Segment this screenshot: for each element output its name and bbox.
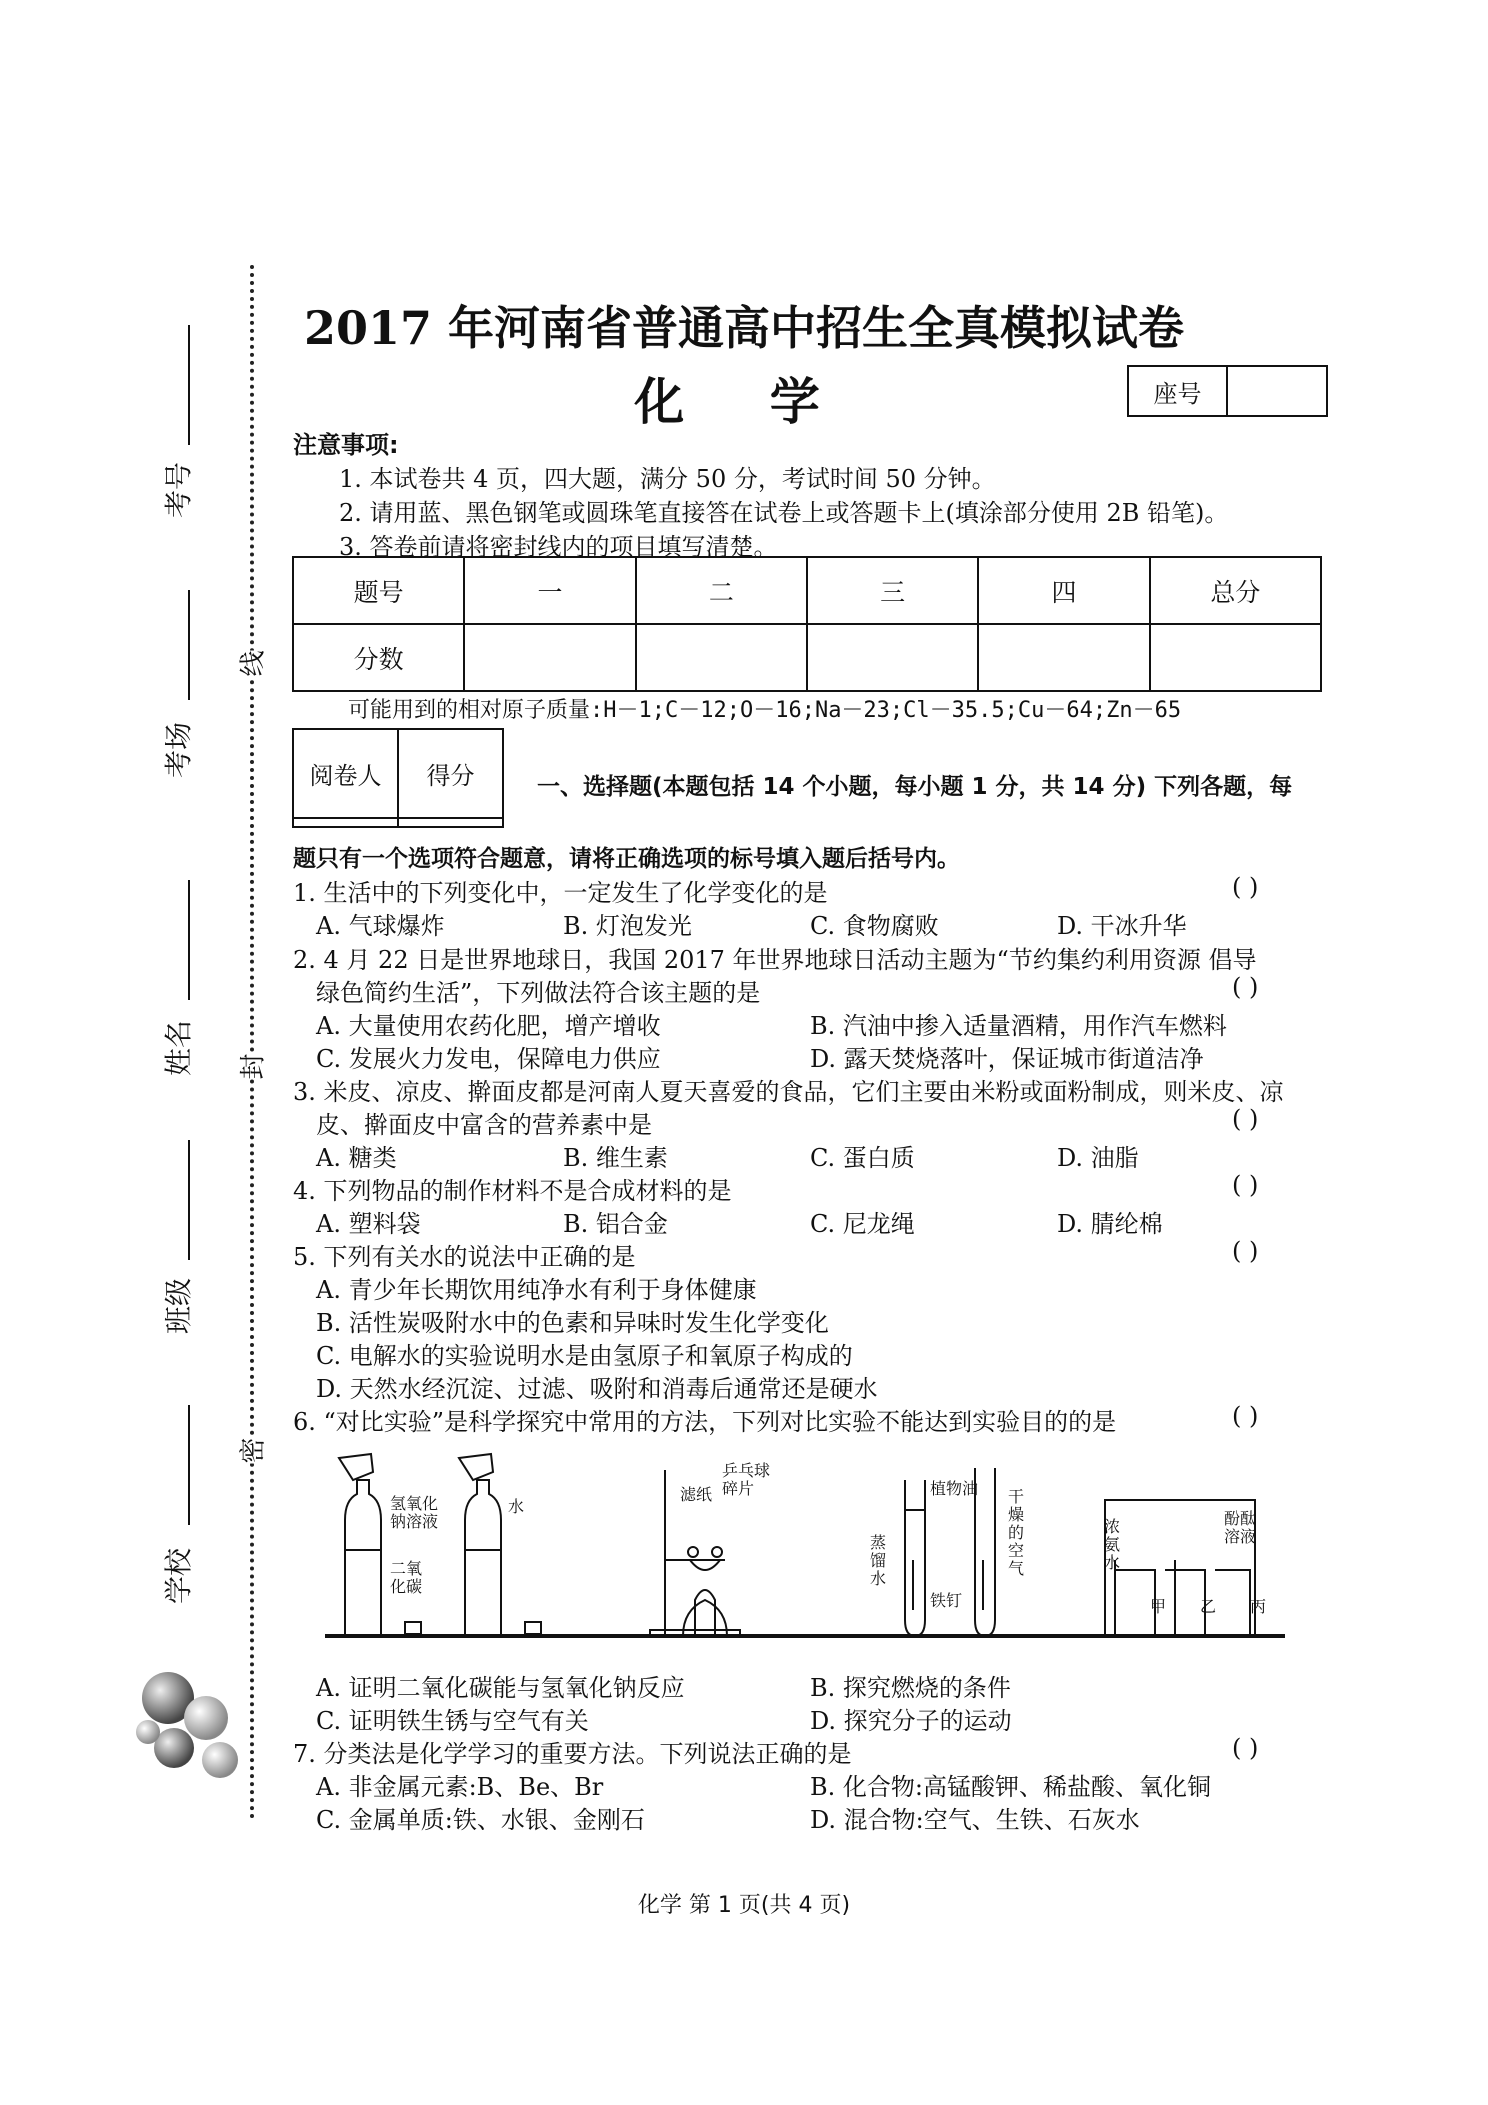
- subject-title: 化 学: [634, 372, 854, 431]
- reviewer-table: [292, 728, 504, 828]
- option: B. 汽油中掺入适量酒精，用作汽车燃料: [810, 1012, 1227, 1040]
- label-co2: 二氧 化碳: [390, 1559, 423, 1596]
- name-label: 姓名: [162, 1020, 195, 1077]
- school-label: 学校: [162, 1548, 195, 1605]
- score-table-header-row: [293, 557, 1321, 624]
- option: A. 证明二氧化碳能与氢氧化钠反应: [316, 1674, 685, 1702]
- option: A. 糖类: [316, 1144, 397, 1172]
- score-header-cell: 一: [464, 557, 635, 624]
- exam-room-line: [188, 590, 190, 700]
- label-veg-oil: 植物油: [930, 1479, 979, 1498]
- answer-paren[interactable]: ( ): [1232, 873, 1259, 901]
- label-jia: 甲: [1150, 1597, 1167, 1616]
- section-heading: 一、选择题(本题包括 14 个小题，每小题 1 分，共 14 分) 下列各题，每: [537, 774, 1293, 800]
- score-table-score-row: [293, 624, 1321, 691]
- seat-number-label: 座号: [1129, 367, 1228, 415]
- notes-item: 3. 答卷前请将密封线内的项目填写清楚。: [339, 533, 778, 561]
- answer-paren[interactable]: ( ): [1232, 1171, 1259, 1199]
- exam-room-label: 考场: [162, 722, 195, 779]
- question-1-stem: 1. 生活中的下列变化中，一定发生了化学变化的是: [293, 879, 828, 907]
- seal-mark-secret: 密: [233, 1437, 270, 1463]
- reviewer-label: 阅卷人: [293, 729, 398, 818]
- school-line: [188, 1405, 190, 1525]
- score-header-cell: 二: [636, 557, 807, 624]
- label-ammonia: 浓 氨 水: [1104, 1517, 1121, 1572]
- answer-paren[interactable]: ( ): [1232, 973, 1259, 1001]
- seat-number-field[interactable]: [1228, 367, 1326, 415]
- notes-item: 2. 请用蓝、黑色钢笔或圆珠笔直接答在试卷上或答题卡上(填涂部分使用 2B 铅笔)。: [339, 499, 1229, 527]
- question-6-stem: 6. “对比实验”是科学探究中常用的方法，下列对比实验不能达到实验目的的是: [293, 1408, 1117, 1436]
- score-row-label: 分数: [293, 624, 464, 691]
- exam-number-label: 考号: [162, 462, 195, 519]
- option: D. 露天焚烧落叶，保证城市街道洁净: [810, 1045, 1204, 1073]
- seat-number-box: [1127, 365, 1328, 417]
- option: A. 气球爆炸: [316, 912, 445, 940]
- decor-logo: [128, 1660, 258, 1790]
- reviewer-score-cell[interactable]: [398, 818, 503, 827]
- section-heading-cont: 题只有一个选项符合题意，请将正确选项的标号填入题后括号内。: [293, 846, 960, 872]
- score-header-cell: 三: [807, 557, 978, 624]
- answer-paren[interactable]: ( ): [1232, 1105, 1259, 1133]
- option: C. 蛋白质: [810, 1144, 915, 1172]
- option: D. 天然水经沉淀、过滤、吸附和消毒后通常还是硬水: [316, 1375, 878, 1403]
- option: C. 尼龙绳: [810, 1210, 915, 1238]
- seal-dotted-line: [250, 265, 254, 1820]
- score-cell[interactable]: [636, 624, 807, 691]
- label-filter-paper: 滤纸: [680, 1485, 713, 1504]
- option: D. 混合物:空气、生铁、石灰水: [810, 1806, 1140, 1834]
- option: C. 证明铁生锈与空气有关: [316, 1707, 589, 1735]
- label-water: 水: [508, 1497, 525, 1516]
- option: A. 大量使用农药化肥，增产增收: [316, 1012, 661, 1040]
- question-5-stem: 5. 下列有关水的说法中正确的是: [293, 1243, 636, 1271]
- option: C. 电解水的实验说明水是由氢原子和氧原子构成的: [316, 1342, 853, 1370]
- score-cell[interactable]: [807, 624, 978, 691]
- option: A. 非金属元素:B、Be、Br: [316, 1773, 604, 1801]
- option: C. 发展火力发电，保障电力供应: [316, 1045, 661, 1073]
- notes-head: 注意事项:: [293, 431, 399, 459]
- class-label: 班级: [162, 1278, 195, 1335]
- option: B. 铝合金: [563, 1210, 668, 1238]
- exam-title: 2017 年河南省普通高中招生全真模拟试卷: [303, 301, 1185, 355]
- option: A. 塑料袋: [316, 1210, 421, 1238]
- option: C. 金属单质:铁、水银、金刚石: [316, 1806, 645, 1834]
- option: D. 探究分子的运动: [810, 1707, 1012, 1735]
- label-naoh: 氢氧化 钠溶液: [390, 1494, 439, 1531]
- label-pingpong: 乒乓球 碎片: [722, 1461, 771, 1498]
- experiment-figure: [295, 1450, 1295, 1650]
- notes: [293, 428, 1228, 564]
- option: B. 灯泡发光: [563, 912, 692, 940]
- option: B. 活性炭吸附水中的色素和异味时发生化学变化: [316, 1309, 829, 1337]
- question-2-stem: 2. 4 月 22 日是世界地球日，我国 2017 年世界地球日活动主题为“节约集约利用资源 倡导: [293, 946, 1257, 974]
- score-table: [292, 556, 1322, 692]
- seal-mark-line: 线: [233, 650, 270, 676]
- answer-paren[interactable]: ( ): [1232, 1734, 1259, 1762]
- label-distilled: 蒸 馏 水: [870, 1533, 887, 1588]
- class-line: [188, 1140, 190, 1260]
- question-4-stem: 4. 下列物品的制作材料不是合成材料的是: [293, 1177, 732, 1205]
- answer-paren[interactable]: ( ): [1232, 1402, 1259, 1430]
- option: D. 油脂: [1057, 1144, 1139, 1172]
- score-cell[interactable]: [978, 624, 1149, 691]
- label-nail: 铁钉: [930, 1591, 963, 1610]
- label-dry-air: 干 燥 的 空 气: [1008, 1487, 1025, 1578]
- option: D. 腈纶棉: [1057, 1210, 1163, 1238]
- page-footer: 化学 第 1 页(共 4 页): [637, 1893, 851, 1918]
- option: D. 干冰升华: [1057, 912, 1187, 940]
- seal-mark-seal: 封: [233, 1053, 270, 1079]
- option: B. 化合物:高锰酸钾、稀盐酸、氧化铜: [810, 1773, 1211, 1801]
- answer-paren[interactable]: ( ): [1232, 1237, 1259, 1265]
- option: C. 食物腐败: [810, 912, 939, 940]
- label-bing: 丙: [1250, 1597, 1267, 1616]
- score-header-cell: 总分: [1150, 557, 1321, 624]
- reviewer-cell[interactable]: [293, 818, 398, 827]
- label-phenol: 酚酞 溶液: [1224, 1509, 1257, 1546]
- notes-item: 1. 本试卷共 4 页，四大题，满分 50 分，考试时间 50 分钟。: [339, 465, 996, 493]
- question-3-stem-cont: 皮、擀面皮中富含的营养素中是: [316, 1111, 652, 1139]
- score-header-cell: 题号: [293, 557, 464, 624]
- question-3-stem: 3. 米皮、凉皮、擀面皮都是河南人夏天喜爱的食品，它们主要由米粉或面粉制成，则米皮、凉: [293, 1078, 1284, 1106]
- option: A. 青少年长期饮用纯净水有利于身体健康: [316, 1276, 757, 1304]
- score-cell[interactable]: [1150, 624, 1321, 691]
- reviewer-score-label: 得分: [398, 729, 503, 818]
- name-line: [188, 880, 190, 1000]
- atomic-masses: 可能用到的相对原子质量:H－1;C－12;O－16;Na－23;Cl－35.5;Cu－64;Zn－65: [348, 698, 1182, 723]
- option: B. 维生素: [563, 1144, 668, 1172]
- question-7-stem: 7. 分类法是化学学习的重要方法。下列说法正确的是: [293, 1740, 852, 1768]
- label-yi: 乙: [1200, 1597, 1217, 1616]
- score-header-cell: 四: [978, 557, 1149, 624]
- option: B. 探究燃烧的条件: [810, 1674, 1011, 1702]
- question-2-stem-cont: 绿色简约生活”，下列做法符合该主题的是: [316, 979, 761, 1007]
- score-cell[interactable]: [464, 624, 635, 691]
